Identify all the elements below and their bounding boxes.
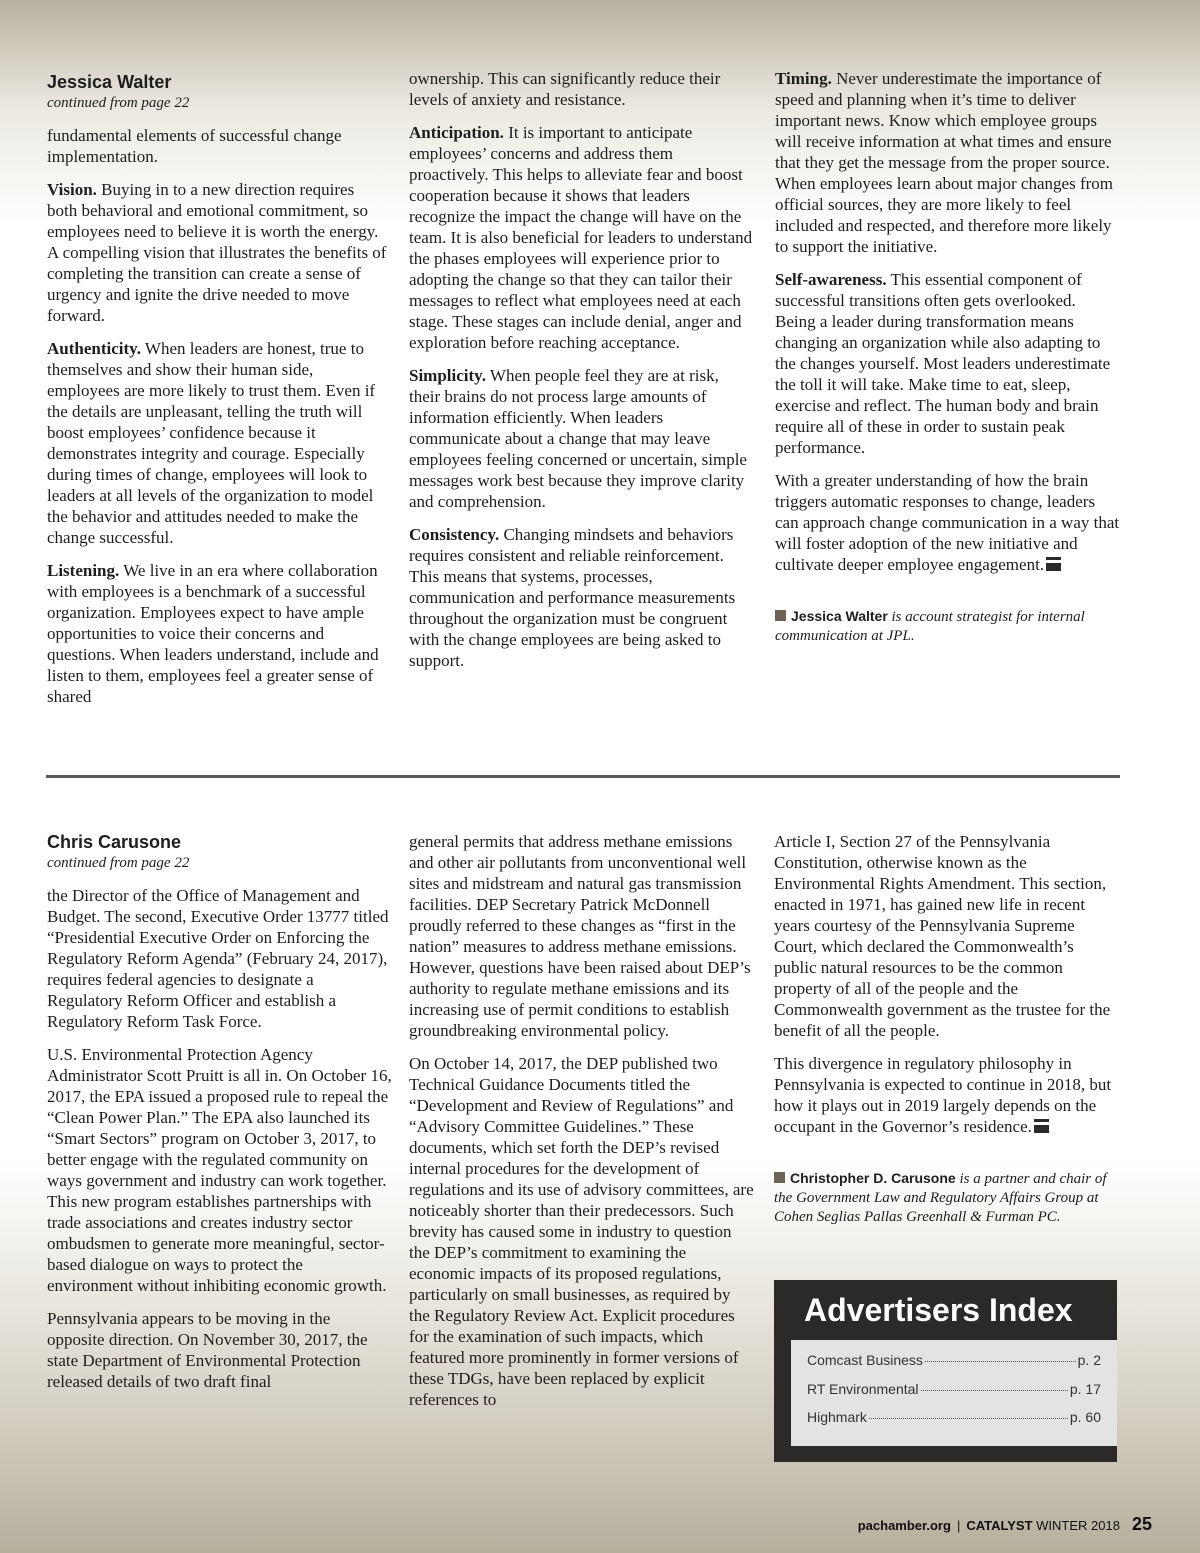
- paragraph: U.S. Environmental Protection Agency Administrator Scott Pruitt is all in. On October 16, 2017, the EPA issued a proposed rule to repeal the “Clean Power Plan.” The EPA also launched its “Smart Sectors” program on October 3, 2017, to better engage with the regulated community on ways government and industry can work together. This new program establishes partnerships with trade associations and creates industry sector ombudsmen to generate more meaningful, sector-based dialogue on ways to protect the environment without inhibiting economic growth.: [47, 1045, 392, 1295]
- article1-author-kicker: Jessica Walter: [47, 72, 172, 92]
- paragraph: This divergence in regulatory philosophy in Pennsylvania is expected to continue in 2018, but how it plays out in 2019 largely depends on the occupant in the Governor’s residence.: [774, 1054, 1112, 1136]
- paragraph: On October 14, 2017, the DEP published two Technical Guidance Documents titled the “Development and Review of Regulations” and “Advisory Committee Guidelines.” These documents, which set forth the DEP’s revised internal procedures for the development of regulations and its use of advisory committees, are noticeably shorter than their predecessors. Such brevity has caused some in industry to question the DEP’s commitment to examining the economic impacts of its proposed regulations, particularly on small businesses, as required by the Regulatory Review Act. Explicit procedures for the examination of such impacts, which featured more prominently in former versions of these TDGs, have been replaced by explicit references to: [409, 1054, 754, 1409]
- page-footer: [858, 1514, 1152, 1535]
- advertiser-page: p. 60: [1069, 1409, 1101, 1425]
- paragraph: Simplicity. When people feel they are at risk, their brains do not process large amounts of information efficiently. When leaders communicate about a change that may leave employees feeling concerned or uncertain, simple messages work best because they improve clarity and comprehension.: [409, 366, 747, 511]
- paragraph: general permits that address methane emissions and other air pollutants from unconventional well sites and midstream and natural gas transmission facilities. DEP Secretary Patrick McDonnell proudly referred to these changes as “first in the nation” measures to address methane emissions. However, questions have been raised about DEP’s authority to regulate methane emissions and its increasing use of permit conditions to establish groundbreaking environmental policy.: [409, 832, 751, 1040]
- paragraph: Authenticity. When leaders are honest, true to themselves and show their human side, employees are more likely to trust them. Even if the details are unpleasant, telling the truth will boost employees’ confidence because it demonstrates integrity and courage. Especially during times of change, employees will look to leaders at all levels of the organization to model the behavior and attitudes needed to make the change successful.: [47, 339, 376, 547]
- advertiser-row: [807, 1352, 1101, 1381]
- article2-column-3: [774, 831, 1119, 1227]
- paragraph: Consistency. Changing mindsets and behaviors requires consistent and reliable reinforcement. This means that systems, processes, communication and performance measurements throughout the organization must be congruent with the change employees are being asked to support.: [409, 525, 736, 670]
- advertisers-index-box: [774, 1280, 1117, 1462]
- article1-author-bio: Jessica Walter is account strategist for internal communication at JPL.: [775, 608, 1085, 644]
- footer-issue: WINTER 2018: [1032, 1518, 1120, 1533]
- advertiser-row: [807, 1409, 1101, 1438]
- advertiser-name: Highmark: [807, 1409, 867, 1425]
- footer-site: pachamber.org: [857, 1518, 951, 1533]
- footer-separator: |: [956, 1518, 961, 1533]
- end-mark-icon: [1034, 1119, 1049, 1133]
- paragraph: Vision. Buying in to a new direction requires both behavioral and emotional commitment, so employees need to believe it is worth the energy. A compelling vision that illustrates the benefits of completing the transition can create a sense of urgency and ignite the drive needed to move forward.: [47, 180, 387, 325]
- article1-column-3: [775, 68, 1120, 646]
- paragraph: Listening. We live in an era where collaboration with employees is a benchmark of a successful organization. Employees expect to have ample opportunities to voice their concerns and questions. When leaders understand, include and listen to them, employees feel a greater sense of shared: [47, 561, 379, 706]
- article2-author-kicker: Chris Carusone: [47, 832, 182, 852]
- bio-square-icon: [774, 1172, 785, 1183]
- advertiser-page: p. 2: [1077, 1352, 1101, 1368]
- leader-dots: [925, 1361, 1076, 1362]
- advertiser-name: RT Environmental: [807, 1380, 919, 1397]
- paragraph: Article I, Section 27 of the Pennsylvania Constitution, otherwise known as the Environmental Rights Amendment. This section, enacted in 1971, has gained new life in recent years courtesy of the Pennsylvania Supreme Court, which declared the Commonwealth’s public natural resources to be the common property of all of the people and the Commonwealth government as the trustee for the benefit of all the people.: [774, 832, 1111, 1040]
- advertiser-row: [807, 1381, 1101, 1410]
- paragraph: the Director of the Office of Management and Budget. The second, Executive Order 13777 titled “Presidential Executive Order on Enforcing the Regulatory Reform Agenda” (February 24, 2017), requires federal agencies to designate a Regulatory Reform Officer and establish a Regulatory Reform Task Force.: [47, 886, 389, 1031]
- paragraph: Pennsylvania appears to be moving in the opposite direction. On November 30, 2017, the state Department of Environmental Protection released details of two draft final: [47, 1309, 368, 1391]
- advertiser-page: p. 17: [1069, 1380, 1101, 1397]
- paragraph: With a greater understanding of how the brain triggers automatic responses to change, leaders can approach change communication in a way that will foster adoption of the new initiative and cultivate deeper employee engagement.: [775, 471, 1120, 574]
- paragraph: fundamental elements of successful change implementation.: [47, 126, 342, 166]
- article2-continued-note: continued from page 22: [47, 855, 190, 871]
- article2-column-1: [47, 831, 392, 1404]
- leader-dots: [921, 1390, 1068, 1391]
- article2-author-bio: Christopher D. Carusone is a partner and chair of the Government Law and Regulatory Affairs Group at Cohen Seglias Pallas Greenhall & Furman PC.: [774, 1170, 1107, 1225]
- bio-square-icon: [775, 610, 786, 621]
- leader-dots: [869, 1418, 1068, 1419]
- article-divider: [46, 775, 1120, 778]
- advertisers-list: [791, 1340, 1117, 1446]
- article1-column-1: [47, 71, 387, 719]
- article2-column-2: [409, 831, 754, 1422]
- end-mark-icon: [1046, 557, 1061, 571]
- footer-magazine: CATALYST: [966, 1518, 1033, 1533]
- paragraph: Anticipation. It is important to anticipate employees’ concerns and address them proactively. This helps to alleviate fear and boost cooperation because it shows that leaders recognize the impact the change will have on the team. It is also beneficial for leaders to understand the phases employees will experience prior to adopting the change so that they can tailor their messages to reflect what employees need at each stage. These stages can include denial, anger and exploration before reaching acceptance.: [409, 123, 753, 352]
- paragraph: Timing. Never underestimate the importance of speed and planning when it’s time to deliver important news. Know which employee groups will receive information at what times and ensure that they get the message from the proper source. When employees learn about major changes from official sources, they are more likely to feel included and respected, and therefore more likely to support the initiative.: [775, 69, 1113, 256]
- article1-column-2: [409, 68, 754, 683]
- article1-continued-note: continued from page 22: [47, 95, 190, 111]
- paragraph: ownership. This can significantly reduce their levels of anxiety and resistance.: [409, 69, 721, 109]
- advertisers-index-title: Advertisers Index: [804, 1292, 1073, 1328]
- page-number: 25: [1131, 1514, 1152, 1534]
- advertiser-name: Comcast Business: [807, 1352, 923, 1368]
- paragraph: Self-awareness. This essential component of successful transitions often gets overlooked. Being a leader during transformation means changing an organization while also adapting to the changes yourself. Most leaders underestimate the toll it will take. Make time to eat, sleep, exercise and reflect. The human body and brain require all of these in order to sustain peak performance.: [775, 270, 1111, 457]
